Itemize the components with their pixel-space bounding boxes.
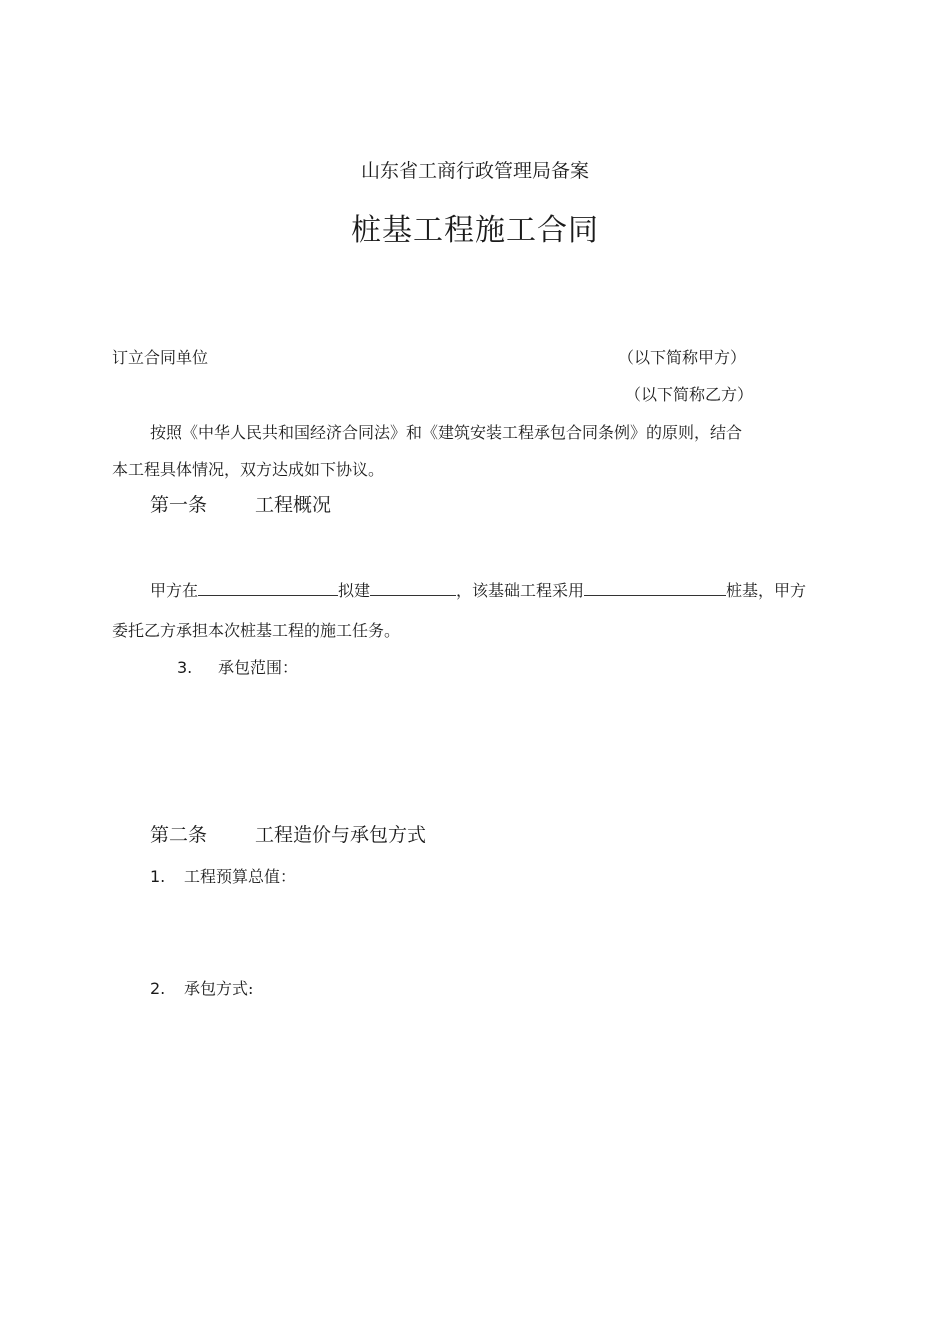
budget-item-label: 工程预算总值： — [184, 867, 297, 886]
contract-method-item-number: 2. — [150, 979, 166, 998]
article-2-title: 工程造价与承包方式 — [255, 824, 427, 846]
party-a-note: （以下简称甲方） — [618, 348, 747, 367]
overview-line-2: 委托乙方承担本次桩基工程的施工任务。 — [112, 621, 401, 640]
article-1-heading — [150, 490, 331, 517]
filing-authority-header: 山东省工商行政管理局备案 — [360, 160, 589, 182]
intro-paragraph-line-1: 按照《中华人民共和国经济合同法》和《建筑安装工程承包合同条例》的原则，结合 — [150, 423, 743, 442]
overview-line-1 — [150, 578, 806, 601]
party-b-note: （以下简称乙方） — [625, 385, 754, 404]
budget-item-number: 1. — [150, 867, 166, 886]
article-2-number: 第二条 — [150, 824, 208, 846]
contract-method-item-label: 承包方式: — [184, 979, 254, 998]
location-blank — [198, 579, 338, 596]
intro-paragraph-line-2: 本工程具体情况，双方达成如下协议。 — [112, 460, 385, 479]
budget-item — [150, 864, 296, 887]
article-1-number: 第一条 — [150, 494, 208, 516]
overview-text-c: ，该基础工程采用 — [456, 581, 585, 600]
project-blank — [370, 579, 456, 596]
parties-label: 订立合同单位 — [112, 348, 209, 367]
contract-method-item — [150, 976, 253, 999]
overview-text-a: 甲方在 — [150, 581, 199, 600]
scope-item — [177, 655, 298, 678]
overview-text-b: 拟建 — [338, 581, 371, 600]
scope-item-number: 3. — [177, 658, 193, 677]
contract-title: 桩基工程施工合同 — [351, 213, 599, 248]
scope-item-label: 承包范围： — [218, 658, 299, 677]
article-2-heading — [150, 820, 426, 847]
article-1-title: 工程概况 — [255, 494, 332, 516]
overview-text-d: 桩基，甲方 — [726, 581, 807, 600]
pile-type-blank — [584, 579, 726, 596]
